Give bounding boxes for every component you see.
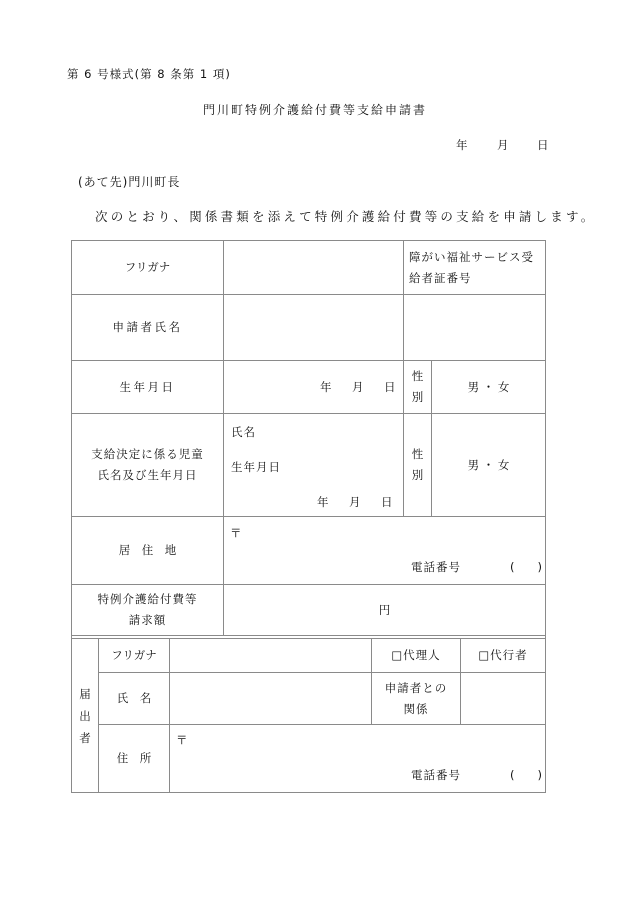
notifier-furigana-label: フリガナ <box>111 648 157 662</box>
applicant-furigana-field[interactable] <box>224 241 403 294</box>
addressee: (あて先)門川町長 <box>78 175 181 189</box>
notifier-address-label: 住 所 <box>116 751 152 765</box>
form-title: 門川町特例介護給付費等支給申請書 <box>202 103 427 117</box>
child-birth-label: 生年月日 <box>231 460 281 474</box>
certificate-number-label: 障がい福祉サービス受 給者証番号 <box>409 249 534 285</box>
notifier-phone-label: 電話番号 <box>411 768 461 782</box>
child-gender-label: 性 別 <box>411 447 424 482</box>
applicant-birth-month: 月 <box>352 380 364 394</box>
agent-checkbox[interactable]: □代理人 <box>391 648 441 662</box>
notifier-phone-paren: ( ) <box>510 768 542 782</box>
notifier-name-label: 氏 名 <box>116 691 152 705</box>
amount-yen: 円 <box>378 602 391 617</box>
applicant-name-field[interactable] <box>224 295 403 360</box>
child-birth-month: 月 <box>349 495 361 509</box>
applicant-name-label: 申請者氏名 <box>112 320 183 334</box>
applicant-birth-label: 生年月日 <box>119 379 176 394</box>
notifier-name-field[interactable] <box>170 673 371 724</box>
notifier-address-field[interactable] <box>170 725 545 792</box>
applicant-furigana-label: フリガナ <box>124 260 171 274</box>
notifier-furigana-field[interactable] <box>170 639 371 672</box>
applicant-gender-label: 性 別 <box>411 369 424 404</box>
date-day-label: 日 <box>537 138 549 152</box>
child-name-label: 氏名 <box>231 425 256 439</box>
residence-phone-label: 電話番号 <box>411 560 461 574</box>
child-label: 支給決定に係る児童 氏名及び生年月日 <box>91 447 204 482</box>
form-number: 第 6 号様式(第 8 条第 1 項) <box>67 67 231 81</box>
date-year-label: 年 <box>456 138 468 152</box>
relation-label: 申請者との 関係 <box>384 680 448 716</box>
date-month-label: 月 <box>497 138 509 152</box>
applicant-birth-year: 年 <box>320 380 332 394</box>
residence-postal-mark: 〒 <box>230 526 242 540</box>
intro-text: 次のとおり、関係書類を添えて特例介護給付費等の支給を申請します。 <box>95 209 597 224</box>
applicant-gender-options[interactable]: 男 ・ 女 <box>467 379 510 394</box>
notifier-side-label: 届 出 者 <box>79 686 91 745</box>
child-gender-options[interactable]: 男 ・ 女 <box>467 457 510 472</box>
child-birth-day: 日 <box>381 495 393 509</box>
amount-label: 特例介護給付費等 請求額 <box>97 592 198 627</box>
certificate-number-field[interactable] <box>404 295 545 360</box>
child-info-field[interactable] <box>224 414 403 516</box>
residence-phone-paren: ( ) <box>510 560 542 574</box>
notifier-postal-mark: 〒 <box>176 733 188 747</box>
amount-field[interactable] <box>224 585 545 635</box>
residence-label: 居 住 地 <box>118 543 177 557</box>
proxy-checkbox[interactable]: □代行者 <box>478 648 528 662</box>
relation-field[interactable] <box>461 673 545 724</box>
applicant-birth-field[interactable] <box>224 361 403 413</box>
applicant-birth-day: 日 <box>384 380 396 394</box>
child-birth-year: 年 <box>317 495 329 509</box>
residence-field[interactable] <box>224 517 545 584</box>
